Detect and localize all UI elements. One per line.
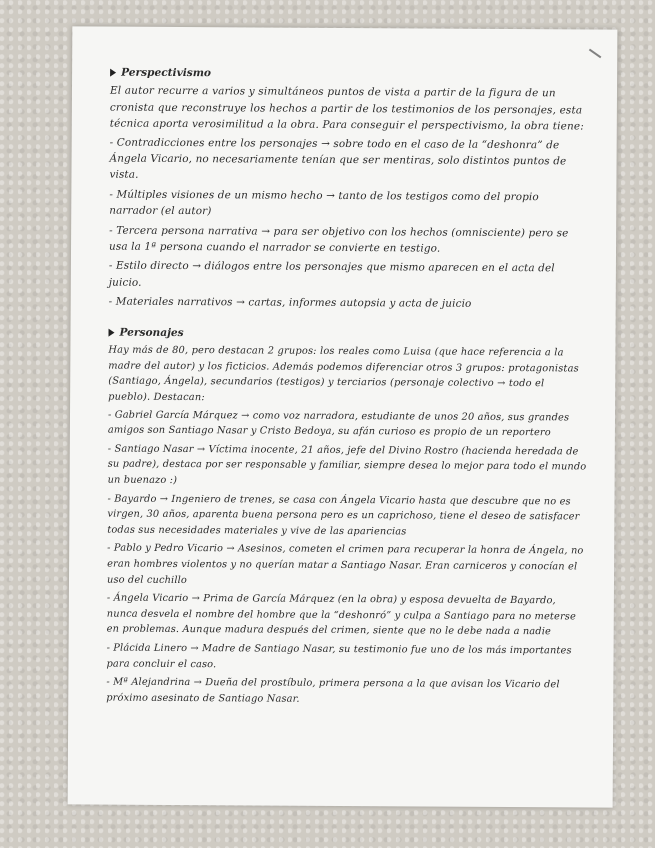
section-heading-personajes bbox=[108, 325, 587, 344]
list-item: - Plácida Linero → Madre de Santiago Nasar, su testimonio fue uno de los más importantes para concluir el caso. bbox=[106, 642, 572, 670]
section-paragraph: Hay más de 80, pero destacan 2 grupos: los reales como Luisa (que hace referencia a la madre del autor) y los ficticios. Además podemos diferenciar otros 3 grupos: protagonistas (Santiago, Ángela), secundarios (testigos) y terciarios (personaje colectivo → todo el pueblo). Destacan: bbox=[108, 344, 579, 404]
paper-sheet bbox=[68, 26, 618, 807]
list-item: - Bayardo → Ingeniero de trenes, se casa con Ángela Vicario hasta que descubre que no es virgen, 30 años, aparenta buena persona pero es un caprichoso, tiene el deseo de satisfacer todas sus necesidades materiales y vive de las apariencias bbox=[107, 493, 580, 538]
section-heading-perspectivismo bbox=[110, 65, 589, 84]
triangle-bullet-icon bbox=[108, 329, 114, 337]
section-paragraph: El autor recurre a varios y simultáneos puntos de vista a partir de la figura de un cronista que reconstruye los hechos a partir de los testimonios de los personajes, esta técnica aporta verosimilitud a la obra. Para conseguir el perspectivismo, la obra tiene: bbox=[109, 84, 584, 133]
section-title: Perspectivismo bbox=[121, 66, 212, 80]
section-title: Personajes bbox=[119, 326, 184, 339]
list-item: - Estilo directo → diálogos entre los personajes que mismo aparecen en el acta del juicio. bbox=[108, 260, 555, 289]
list-item: - Ángela Vicario → Prima de García Márquez (en la obra) y esposa devuelta de Bayardo, nunca desvela el nombre del hombre que la “deshonró” y culpa a Santiago para no meterse en problemas. Aunque madura después del crimen, siente que no le debe nada a nadie bbox=[106, 592, 576, 638]
section-list bbox=[106, 407, 587, 709]
triangle-bullet-icon bbox=[110, 69, 116, 77]
section-list bbox=[109, 134, 589, 313]
list-item: - Pablo y Pedro Vicario → Asesinos, cometen el crimen para recuperar la honra de Ángela, no eran hombres violentos y no querían matar a Santiago Nasar. Eran carniceros y conocían el uso del cuchillo bbox=[106, 542, 584, 586]
pen-mark bbox=[583, 49, 601, 67]
list-item: - Tercera persona narrativa → para ser objetivo con los hechos (omnisciente) pero se usa la 1ª persona cuando el narrador se convierte en testigo. bbox=[108, 224, 569, 255]
list-item: - Contradicciones entre los personajes → sobre todo en el caso de la “deshonra” de Ángela Vicario, no necesariamente tenían que ser mentiras, solo distintos puntos de vista. bbox=[109, 136, 567, 182]
handwritten-notes bbox=[106, 63, 589, 712]
list-item: - Gabriel García Márquez → como voz narradora, estudiante de unos 20 años, sus grandes amigos son Santiago Nasar y Cristo Bedoya, su afán curioso es propio de un reportero bbox=[107, 409, 570, 439]
list-item: - Materiales narrativos → cartas, informes autopsia y acta de juicio bbox=[108, 295, 472, 311]
list-item: - Mª Alejandrina → Dueña del prostíbulo, primera persona a la que avisan los Vicario del próximo asesinato de Santiago Nasar. bbox=[106, 676, 560, 705]
section-personajes bbox=[106, 325, 587, 709]
list-item: - Santiago Nasar → Víctima inocente, 21 años, jefe del Divino Rostro (hacienda heredada de su padre), destaca por ser responsable y familiar, siempre desea lo mejor para todo el mundo un buenazo :) bbox=[107, 443, 587, 487]
list-item: - Múltiples visiones de un mismo hecho → tanto de los testigos como del propio narrador (el autor) bbox=[109, 188, 539, 218]
